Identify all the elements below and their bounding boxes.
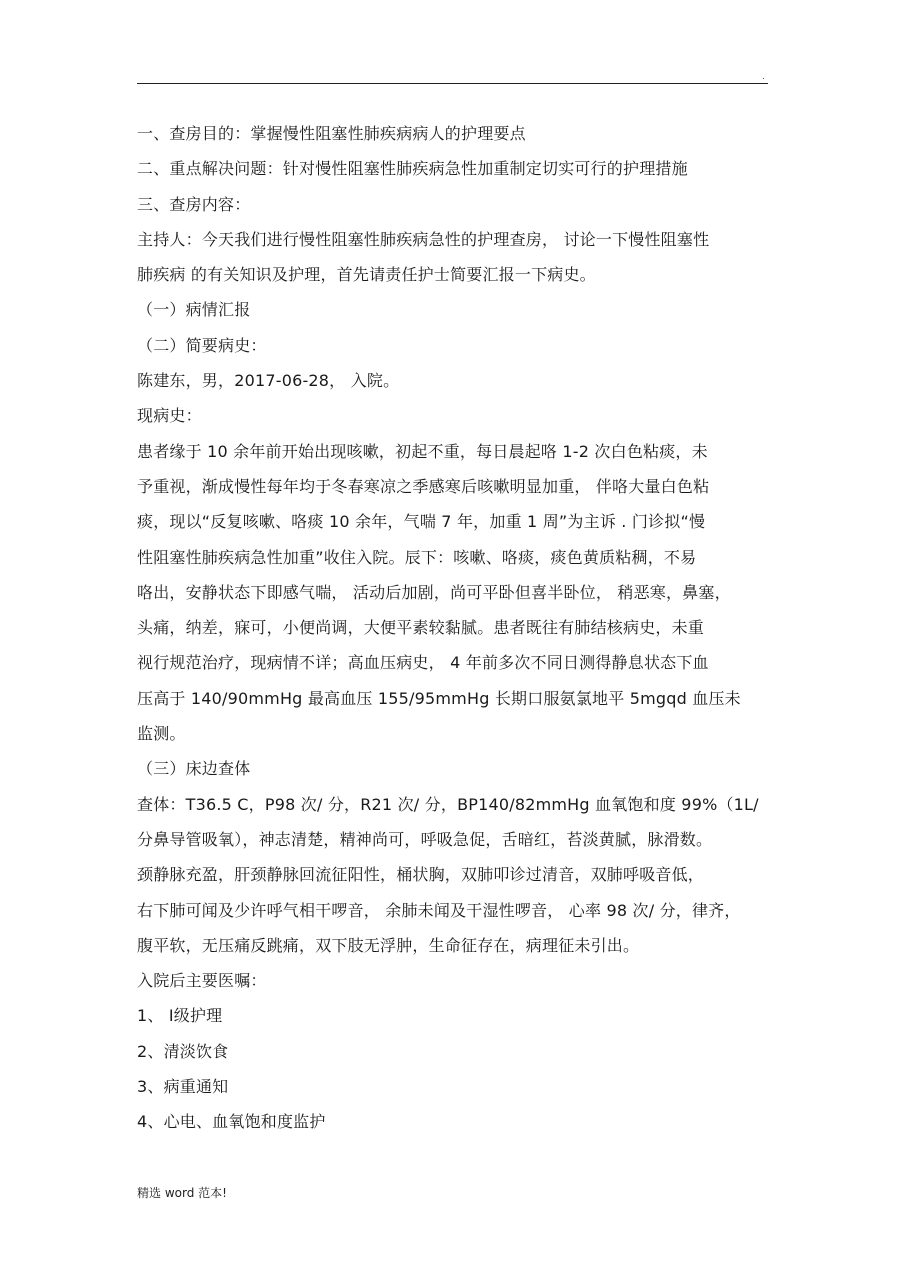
exam-paragraph-line: 右下肺可闻及少许呼气相干啰音， 余肺未闻及干湿性啰音， 心率 98 次/ 分，律齐， xyxy=(137,900,741,920)
section-purpose: 一、查房目的：掌握慢性阻塞性肺疾病病人的护理要点 xyxy=(137,124,526,143)
section-key-problem: 二、重点解决问题：针对慢性阻塞性肺疾病急性加重制定切实可行的护理措施 xyxy=(137,159,688,179)
exam-paragraph-line: 分鼻导管吸氧），神志清楚，精神尚可，呼吸急促，舌暗红，苔淡黄腻，脉滑数。 xyxy=(137,829,713,849)
document-body xyxy=(137,116,768,1140)
footer-text: 精选 word 范本! xyxy=(137,1186,227,1200)
history-paragraph-line: 性阻塞性肺疾病急性加重”收住入院。辰下：咳嗽、咯痰，痰色黄质粘稠，不易 xyxy=(137,547,697,567)
history-paragraph-line: 压高于 140/90mmHg 最高血压 155/95mmHg 长期口服氨氯地平 5mgqd 血压未 xyxy=(137,688,741,708)
order-item: 4、心电、血氧饱和度监护 xyxy=(137,1112,326,1132)
history-paragraph-line: 咯出，安静状态下即感气喘， 活动后加剧，尚可平卧但喜半卧位， 稍恶寒，鼻塞， xyxy=(137,582,731,602)
order-item: 2、清淡饮食 xyxy=(137,1041,229,1061)
header-mark: . xyxy=(762,72,765,82)
exam-paragraph-line: 腹平软，无压痛反跳痛，双下肢无浮肿，生命征存在，病理征未引出。 xyxy=(137,935,640,955)
history-paragraph-line: 予重视，渐成慢性每年均于冬春寒凉之季感寒后咳嗽明显加重， 伴咯大量白色粘 xyxy=(137,476,710,496)
host-intro-line-1: 主持人：今天我们进行慢性阻塞性肺疾病急性的护理查房， 讨论一下慢性阻塞性 xyxy=(137,229,710,249)
history-paragraph-line: 头痛，纳差，寐可，小便尚调，大便平素较黏腻。患者既往有肺结核病史，未重 xyxy=(137,618,705,638)
history-paragraph-line: 监测。 xyxy=(137,724,186,744)
header-rule xyxy=(137,83,768,84)
host-intro-line-2: 肺疾病 的有关知识及护理，首先请责任护士简要汇报一下病史。 xyxy=(137,265,596,285)
section-content-heading: 三、查房内容： xyxy=(137,194,251,214)
orders-heading: 入院后主要医嘱： xyxy=(137,971,267,991)
exam-paragraph-line: 查体：T36.5 C，P98 次/ 分，R21 次/ 分，BP140/82mmHg 血氧饱和度 99%（1L/ xyxy=(137,794,759,814)
exam-paragraph-line: 颈静脉充盈，肝颈静脉回流征阳性，桶状胸，双肺叩诊过清音，双肺呼吸音低， xyxy=(137,865,705,885)
order-item: 3、病重通知 xyxy=(137,1077,229,1097)
subsection-condition-report: （一）病情汇报 xyxy=(137,300,251,320)
subsection-bedside-exam: （三）床边查体 xyxy=(137,759,251,779)
history-paragraph-line: 痰，现以“反复咳嗽、咯痰 10 余年，气喘 7 年，加重 1 周”为主诉 . 门诊拟“慢 xyxy=(137,512,706,532)
order-item: 1、 Ⅰ级护理 xyxy=(137,1006,223,1026)
present-illness-heading: 现病史： xyxy=(137,406,202,426)
patient-info: 陈建东，男，2017-06-28， 入院。 xyxy=(137,371,400,391)
subsection-brief-history: （二）简要病史： xyxy=(137,335,267,355)
history-paragraph-line: 视行规范治疗，现病情不详；高血压病史， 4 年前多次不同日测得静息状态下血 xyxy=(137,653,709,673)
history-paragraph-line: 患者缘于 10 余年前开始出现咳嗽，初起不重，每日晨起咯 1-2 次白色粘痰，未 xyxy=(137,441,708,461)
